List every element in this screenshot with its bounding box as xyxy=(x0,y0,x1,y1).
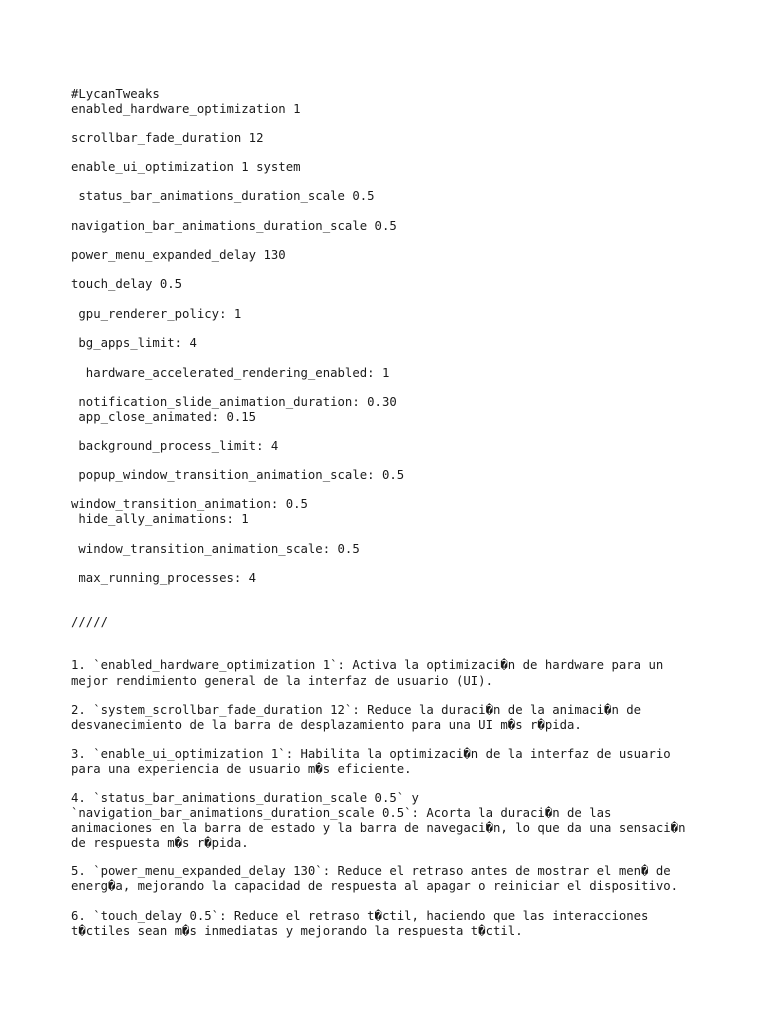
explanation-line: t�ctiles sean m�s inmediatas y mejorando la respuesta t�ctil. xyxy=(71,924,523,938)
explanation-line: 4. `status_bar_animations_duration_scale 0.5` y xyxy=(71,791,419,805)
config-line: bg_apps_limit: 4 xyxy=(71,336,197,350)
config-line: popup_window_transition_animation_scale: 0.5 xyxy=(71,468,405,482)
explanation-line: `navigation_bar_animations_duration_scale 0.5`: Acorta la duraci�n de las xyxy=(71,806,612,820)
config-line: power_menu_expanded_delay 130 xyxy=(71,248,286,262)
explanation-line: 6. `touch_delay 0.5`: Reduce el retraso t�ctil, haciendo que las interacciones xyxy=(71,909,649,923)
config-line: max_running_processes: 4 xyxy=(71,571,257,585)
config-line: gpu_renderer_policy: 1 xyxy=(71,307,242,321)
explanation-line: para una experiencia de usuario m�s eficiente. xyxy=(71,762,412,776)
config-line: hardware_accelerated_rendering_enabled: 1 xyxy=(71,366,390,380)
explanation-line: de respuesta m�s r�pida. xyxy=(71,836,249,850)
config-line: status_bar_animations_duration_scale 0.5 xyxy=(71,189,375,203)
config-line: notification_slide_animation_duration: 0.30 xyxy=(71,395,397,409)
config-line: navigation_bar_animations_duration_scale 0.5 xyxy=(71,219,397,233)
explanation-line: 1. `enabled_hardware_optimization 1`: Activa la optimizaci�n de hardware para un xyxy=(71,658,664,672)
config-line: window_transition_animation_scale: 0.5 xyxy=(71,542,360,556)
config-line: enabled_hardware_optimization 1 xyxy=(71,102,301,116)
config-line: touch_delay 0.5 xyxy=(71,277,183,291)
config-line: enable_ui_optimization 1 system xyxy=(71,160,301,174)
explanation-line: desvanecimiento de la barra de desplazamiento para una UI m�s r�pida. xyxy=(71,718,582,732)
explanation-line: animaciones en la barra de estado y la barra de navegaci�n, lo que da una sensaci�n xyxy=(71,821,686,835)
section-separator: ///// xyxy=(71,615,109,629)
config-line: #LycanTweaks xyxy=(71,87,160,101)
explanation-line: 3. `enable_ui_optimization 1`: Habilita la optimizaci�n de la interfaz de usuario xyxy=(71,747,671,761)
config-line: scrollbar_fade_duration 12 xyxy=(71,131,264,145)
explanation-line: 2. `system_scrollbar_fade_duration 12`: Reduce la duraci�n de la animaci�n de xyxy=(71,703,642,717)
config-line: hide_ally_animations: 1 xyxy=(71,512,249,526)
explanation-line: 5. `power_menu_expanded_delay 130`: Reduce el retraso antes de mostrar el men� de xyxy=(71,864,671,878)
config-line: app_close_animated: 0.15 xyxy=(71,410,257,424)
explanation-line: energ�a, mejorando la capacidad de respuesta al apagar o reiniciar el dispositivo. xyxy=(71,879,679,893)
config-line: window_transition_animation: 0.5 xyxy=(71,497,308,511)
config-line: background_process_limit: 4 xyxy=(71,439,279,453)
explanation-line: mejor rendimiento general de la interfaz de usuario (UI). xyxy=(71,674,493,688)
